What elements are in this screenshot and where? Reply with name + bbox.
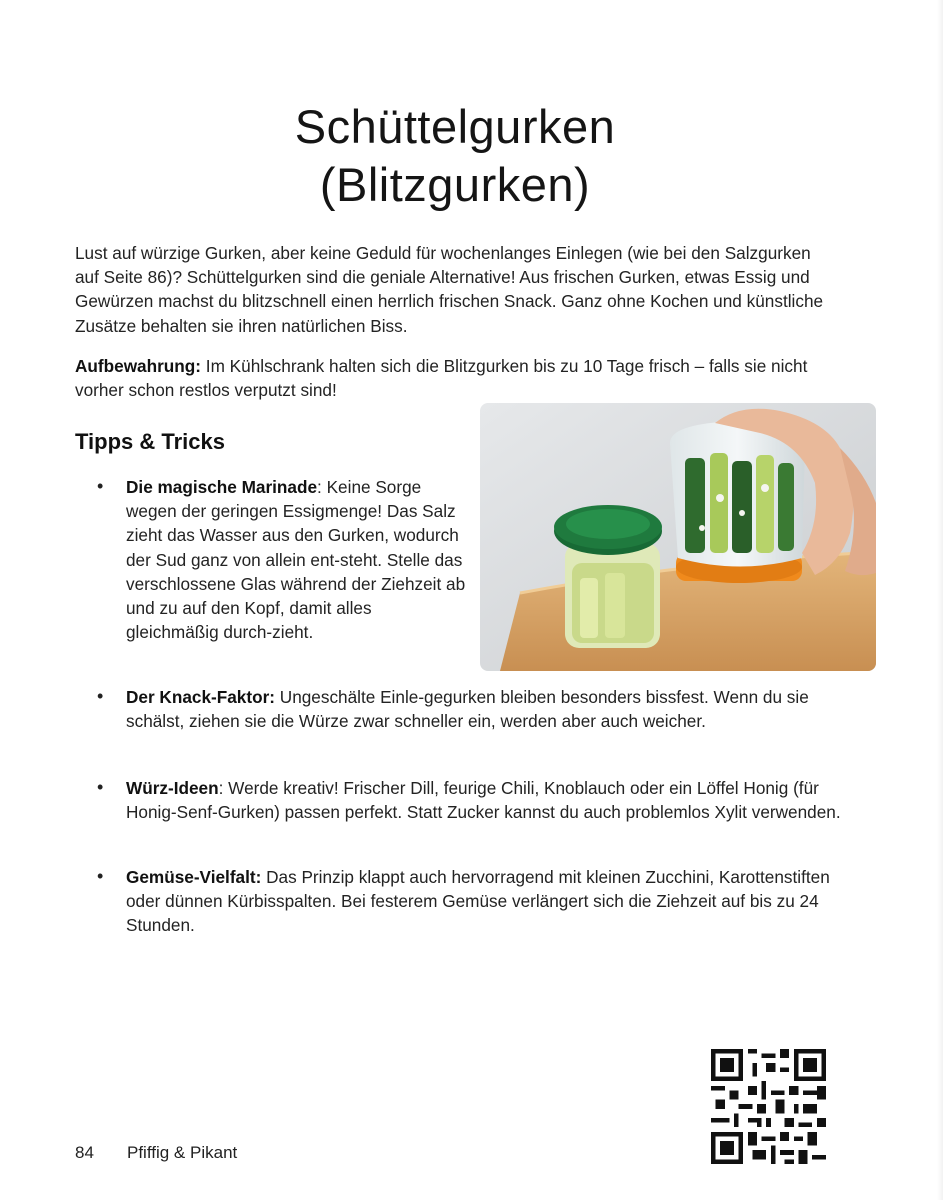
tip-item-gemuese-vielfalt: [126, 865, 846, 938]
tip-label: Die magische Marinade: [126, 477, 318, 497]
intro-paragraph: Lust auf würzige Gurken, aber keine Geduld für wochenlanges Einlegen (wie bei den Salzgurken auf Seite 86)? Schüttelgurken sind die geniale Alternative! Aus frischen Gurken, etwas Essig und Gewürzen machst du blitzschnell einen herrlich frischen Snack. Ganz ohne Kochen und künstliche Zusätze behalten sie ihren natürlichen Biss.: [75, 243, 824, 336]
tip-text: Ungeschälte Einle-gegurken bleiben besonders bissfest. Wenn du sie schälst, ziehen sie die Würze zwar schneller ein, werden aber auch weicher.: [126, 687, 809, 732]
storage-text: Im Kühlschrank halten sich die Blitzgurken bis zu 10 Tage frisch – falls sie nicht vorher schon restlos verputzt sind!: [75, 356, 808, 401]
storage-label: Aufbewahrung:: [75, 356, 202, 376]
title-line-1: Schüttelgurken: [294, 100, 616, 153]
tip-label: Würz-Ideen: [126, 778, 219, 798]
section-name: Pfiffig & Pikant: [127, 1143, 238, 1162]
tip-text: : Keine Sorge wegen der geringen Essigmenge! Das Salz zieht das Wasser aus den Gurken, wodurch der Sud ganz von allein ent-steht. Stelle das verschlossene Glas während der Ziehzeit ab und zu auf den Kopf, damit alles gleichmäßig durch-zieht.: [126, 477, 466, 643]
title-line-2: (Blitzgurken): [319, 158, 591, 211]
bullet-marker: •: [97, 476, 104, 496]
tip-text: Das Prinzip klappt auch hervorragend mit kleinen Zucchini, Karottenstiften oder dünnen Kürbisspalten. Bei festerem Gemüse verlängert sich die Ziehzeit auf bis zu 24 Stunden.: [126, 867, 830, 936]
page-number: 84: [75, 1143, 94, 1162]
page-title: [160, 98, 750, 214]
qr-code-icon[interactable]: [711, 1049, 826, 1164]
tip-label: Gemüse-Vielfalt:: [126, 867, 262, 887]
tip-item-knack-faktor: [126, 685, 846, 733]
tip-text: : Werde kreativ! Frischer Dill, feurige Chili, Knoblauch oder ein Löffel Honig (für Honig-Senf-Gurken) passen perfekt. Statt Zucker kannst du auch problemlos Xylit verwenden.: [126, 778, 841, 823]
tips-heading: Tipps & Tricks: [75, 429, 225, 454]
bullet-marker: •: [97, 866, 104, 886]
storage-paragraph: [75, 354, 835, 402]
page-edge-shadow: [937, 0, 943, 1200]
tip-label: Der Knack-Faktor:: [126, 687, 275, 707]
bullet-marker: •: [97, 777, 104, 797]
bullet-marker: •: [97, 686, 104, 706]
tip-item-wuerz-ideen: [126, 776, 846, 824]
pickle-jars-photo: [480, 403, 876, 671]
tip-item-marinade: [126, 475, 466, 644]
